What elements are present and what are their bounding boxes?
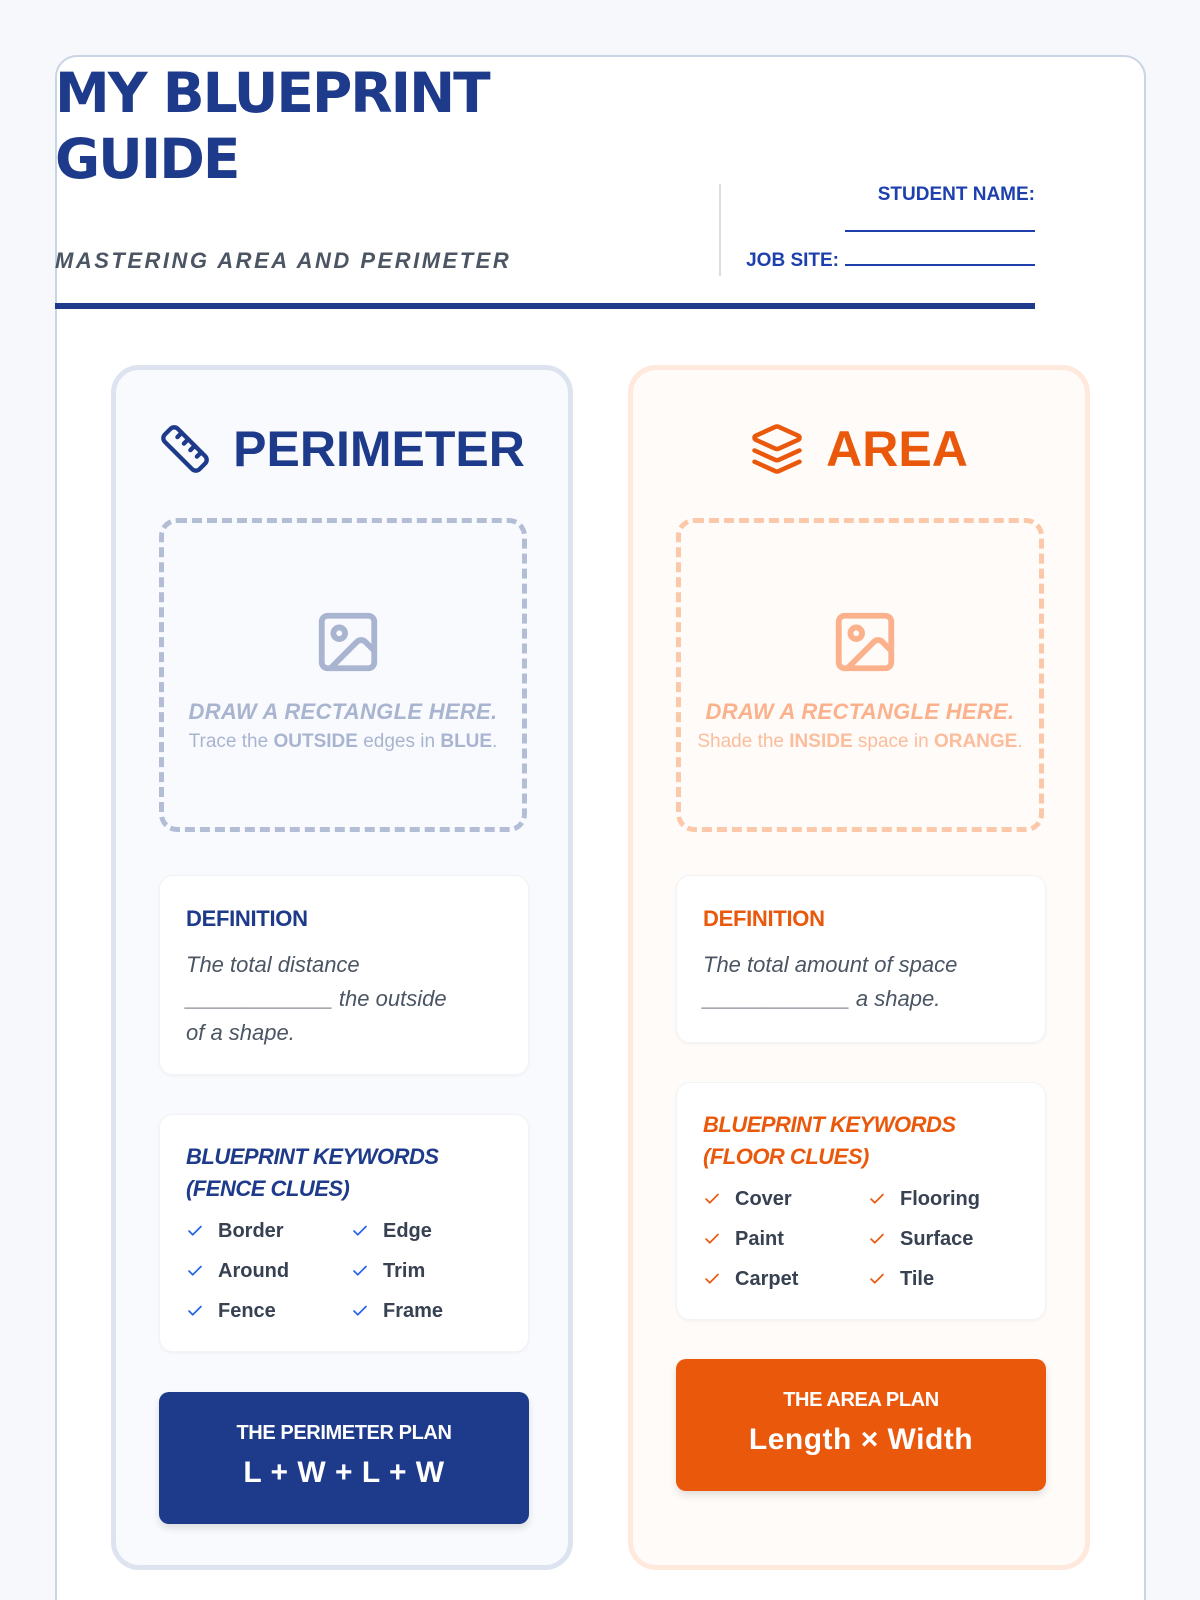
job-site-row — [746, 250, 1035, 272]
header-divider — [719, 184, 721, 276]
check-icon — [703, 1270, 721, 1288]
keywords-title: BLUEPRINT KEYWORDS (FENCE CLUES) — [186, 1144, 439, 1201]
keyword-item: Surface — [868, 1227, 1023, 1251]
area-panel — [628, 365, 1090, 1570]
check-icon — [186, 1262, 204, 1280]
perimeter-plan-box — [159, 1392, 529, 1524]
ruler-icon — [159, 423, 211, 475]
area-keywords-card — [676, 1082, 1046, 1320]
plan-formula: L + W + L + W — [243, 1456, 445, 1489]
perimeter-drawing-area[interactable] — [159, 518, 527, 832]
area-definition-card — [676, 875, 1046, 1043]
draw-hint: Trace the OUTSIDE edges in BLUE. — [188, 731, 498, 752]
check-icon — [351, 1222, 369, 1240]
keyword-item: Tile — [868, 1267, 1023, 1291]
keyword-item: Frame — [351, 1299, 506, 1323]
check-icon — [868, 1270, 886, 1288]
check-icon — [186, 1222, 204, 1240]
check-icon — [351, 1262, 369, 1280]
plan-formula: Length × Width — [748, 1423, 974, 1456]
keyword-item: Cover — [703, 1187, 868, 1211]
keyword-item: Carpet — [703, 1267, 868, 1291]
area-plan-box — [676, 1359, 1046, 1491]
check-icon — [868, 1190, 886, 1208]
page-subtitle: MASTERING AREA AND PERIMETER — [55, 248, 512, 273]
job-site-field[interactable] — [845, 264, 1035, 266]
keyword-item: Fence — [186, 1299, 351, 1323]
plan-label: THE PERIMETER PLAN — [236, 1422, 452, 1444]
plan-label: THE AREA PLAN — [783, 1389, 939, 1411]
area-drawing-area[interactable] — [676, 518, 1044, 832]
perimeter-definition-card — [159, 875, 529, 1075]
keywords-list — [186, 1219, 506, 1323]
keyword-item: Edge — [351, 1219, 506, 1243]
student-name-label: STUDENT NAME: — [877, 184, 1035, 205]
keyword-item: Trim — [351, 1259, 506, 1283]
keyword-item: Border — [186, 1219, 351, 1243]
layers-icon — [750, 422, 804, 476]
draw-hint: Shade the INSIDE space in ORANGE. — [697, 731, 1023, 752]
page-title: MY BLUEPRINT GUIDE — [55, 61, 489, 191]
definition-heading: DEFINITION — [703, 906, 825, 931]
draw-instruction: DRAW A RECTANGLE HERE. — [188, 699, 498, 724]
definition-text: The total amount of space ____________ a shape. — [703, 948, 1003, 1016]
check-icon — [186, 1302, 204, 1320]
image-icon — [313, 607, 383, 682]
perimeter-panel — [111, 365, 573, 1570]
check-icon — [703, 1230, 721, 1248]
definition-blank[interactable]: ____________ a shape. — [703, 986, 941, 1011]
perimeter-title: PERIMETER — [233, 421, 525, 477]
check-icon — [351, 1302, 369, 1320]
header-rule — [55, 303, 1035, 309]
student-name-field[interactable] — [845, 230, 1035, 232]
definition-text: The total distance ____________ the outside of a shape. — [186, 948, 486, 1050]
keywords-list — [703, 1187, 1023, 1291]
check-icon — [868, 1230, 886, 1248]
keyword-item: Flooring — [868, 1187, 1023, 1211]
job-site-label: JOB SITE: — [746, 250, 839, 271]
image-icon — [830, 607, 900, 682]
draw-instruction: DRAW A RECTANGLE HERE. — [705, 699, 1015, 724]
definition-heading: DEFINITION — [186, 906, 308, 931]
keywords-title: BLUEPRINT KEYWORDS (FLOOR CLUES) — [703, 1112, 956, 1169]
definition-blank[interactable]: ____________ the outside — [186, 986, 447, 1011]
perimeter-heading — [116, 420, 568, 478]
keyword-item: Paint — [703, 1227, 868, 1251]
check-icon — [703, 1190, 721, 1208]
area-title: AREA — [826, 421, 968, 477]
header — [55, 60, 1035, 273]
perimeter-keywords-card — [159, 1114, 529, 1352]
keyword-item: Around — [186, 1259, 351, 1283]
area-heading — [633, 420, 1085, 478]
